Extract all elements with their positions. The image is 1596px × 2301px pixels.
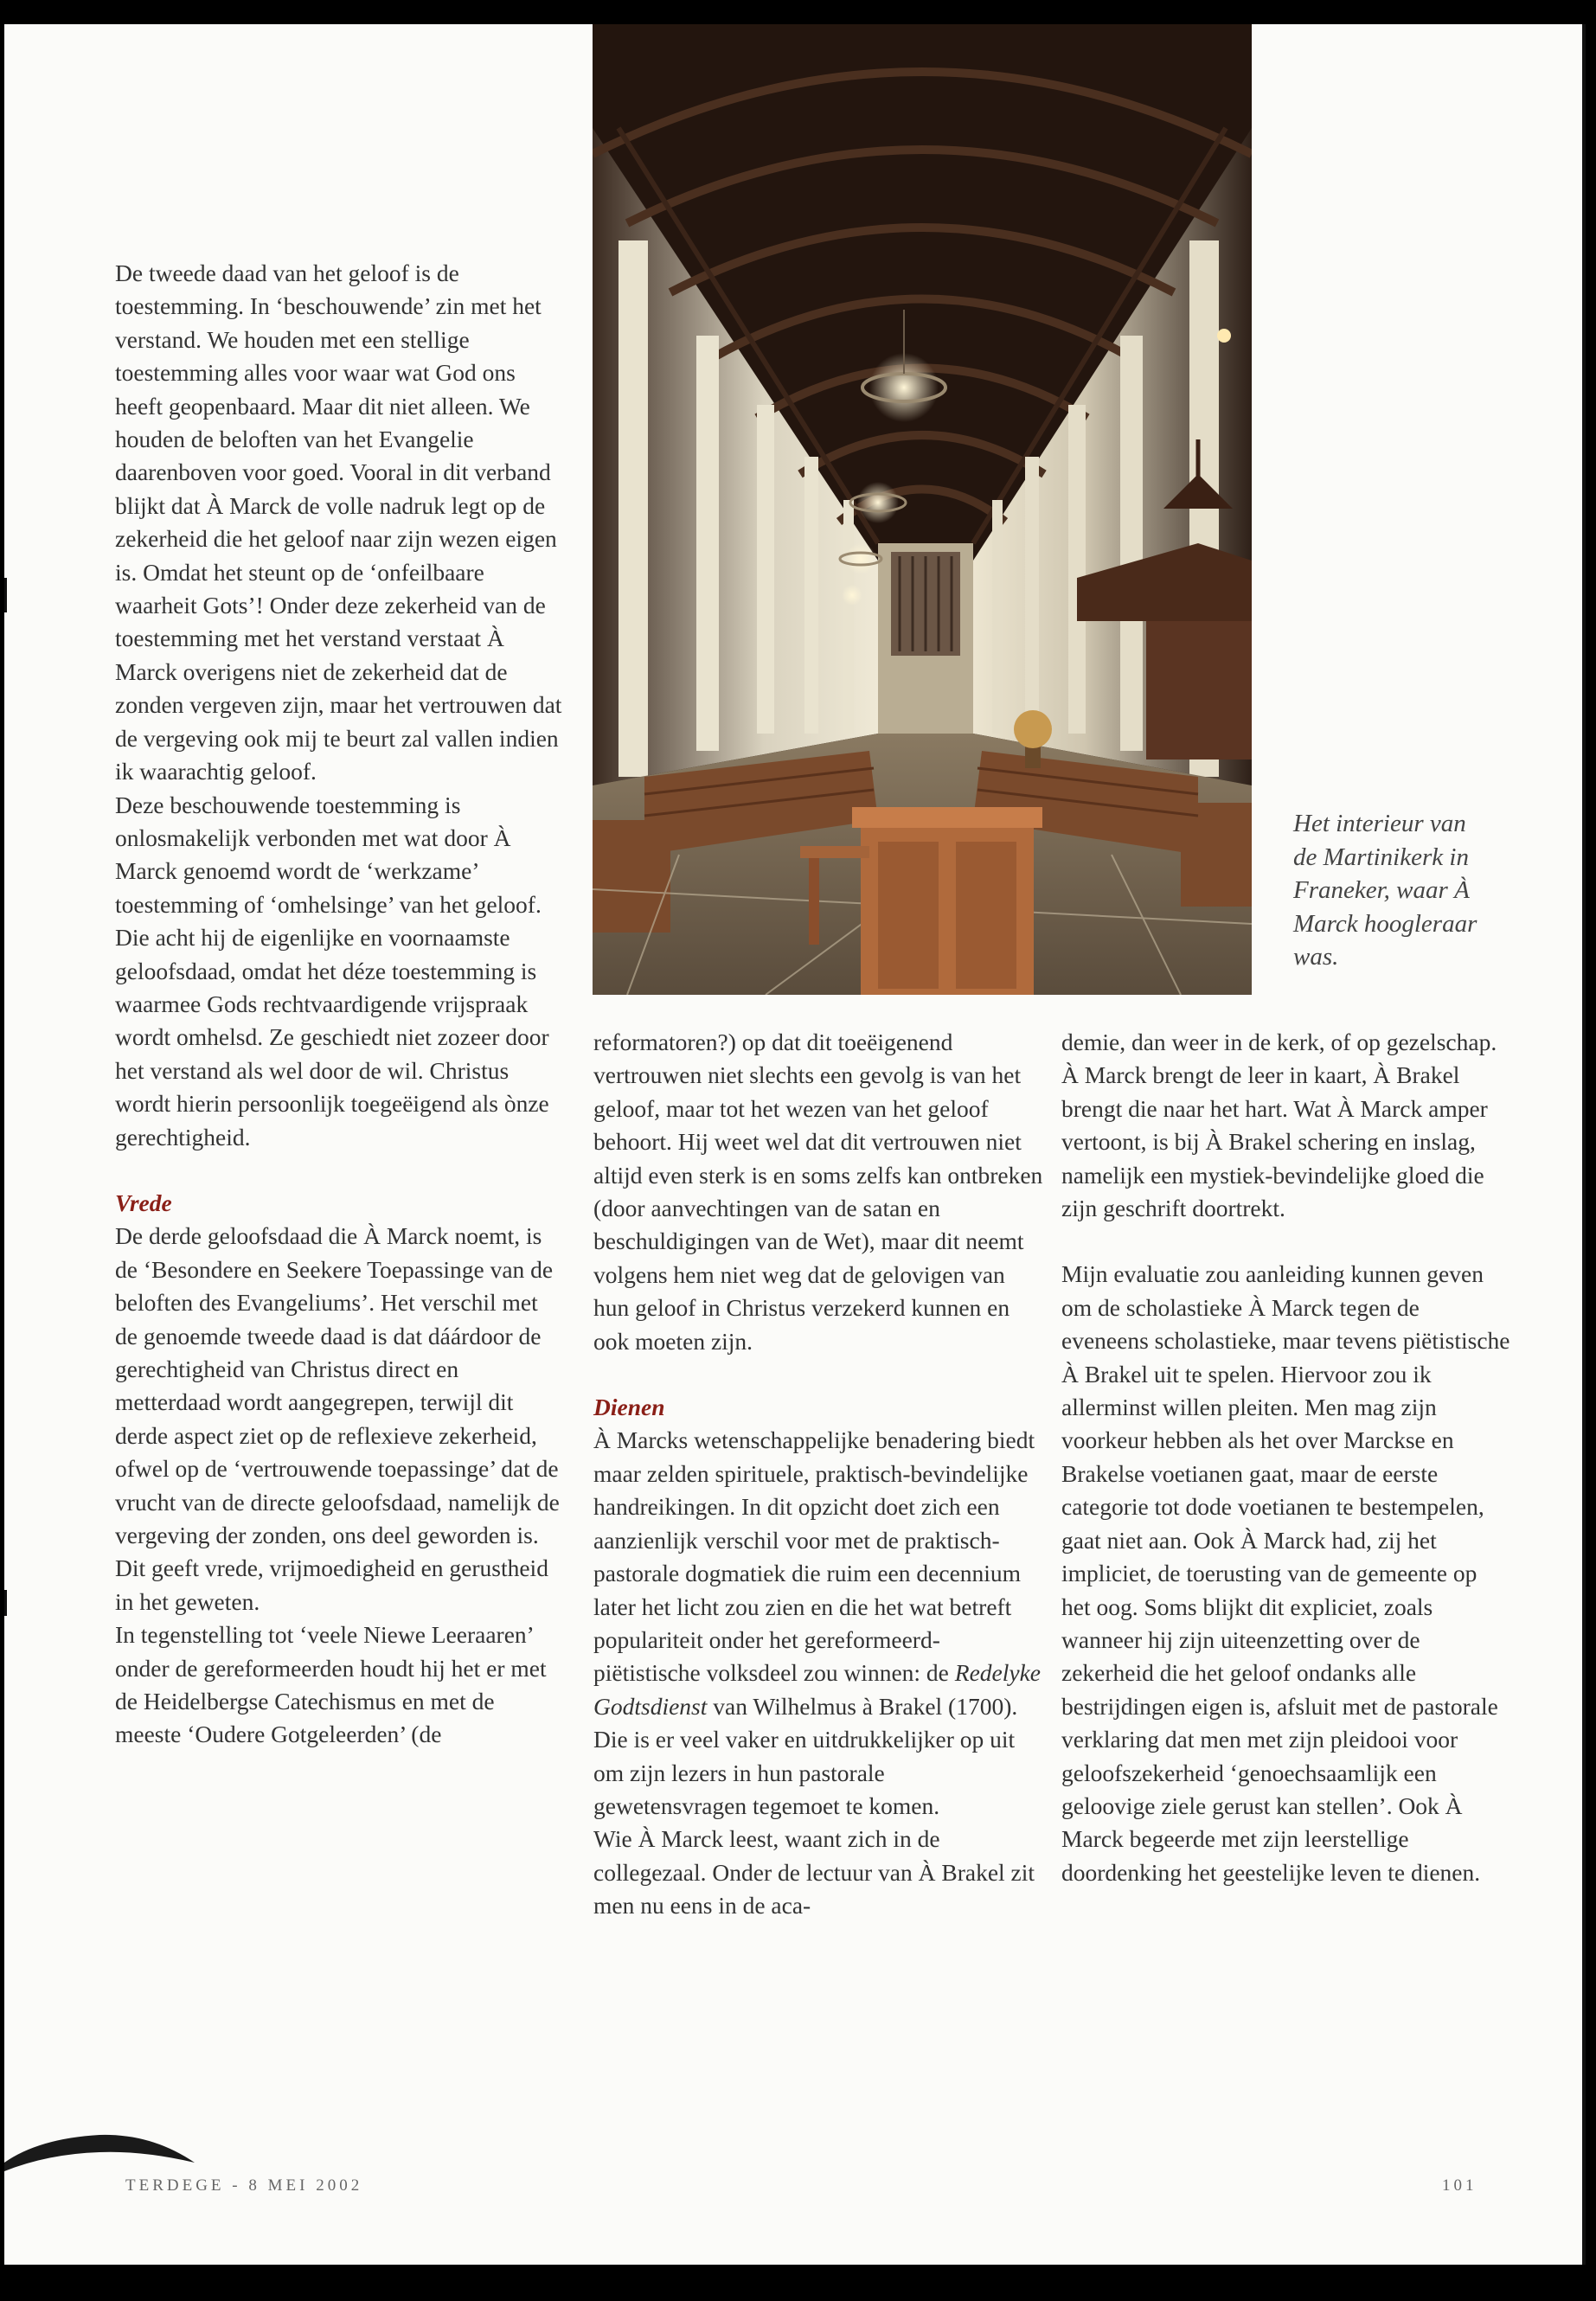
paragraph-derde-geloofsdaad: De derde geloofsdaad die À Marck noemt, is de ‘Besondere en Seekere Toepassinge van de beloften des Evangeliums’. Het verschil met de genoemde tweede daad is dat dáárdoor de gerechtigheid van Christus direct en metterdaad wordt aangegrepen, terwijl dit derde aspect ziet op de reflexieve zekerheid, ofwel op de ‘vertrouwende toepassinge’ dat de vrucht van de directe geloofsdaad, namelijk de vergeving der zonden, ons deel geworden is. Dit geeft vrede, vrijmoedigheid en gerustheid in het geweten. [115, 1222, 560, 1615]
heading-vrede: Vrede [115, 1189, 172, 1216]
paragraph-niewe-leeraaren: In tegenstelling tot ‘veele Niewe Leeraaren’ onder de gereformeerden houdt hij het er met de Heidelbergse Catechismus en met de meeste ‘Oudere Gotgeleerden’ (de [115, 1621, 547, 1748]
paragraph-toeeigenend-vertrouwen: reformatoren?) op dat dit toeëigenend vertrouwen niet slechts een gevolg is van het geloof, maar tot het wezen van het geloof behoort. Hij weet wel dat dit vertrouwen niet altijd even sterk is en soms zelfs kan ontbreken (door aanvechtingen van de satan en beschuldigingen van de Wet), maar dit neemt volgens hem niet weg dat de gelovigen van hun geloof in Christus verzekerd kunnen en ook moeten zijn. [593, 1029, 1043, 1355]
church-interior-photo [593, 24, 1252, 995]
church-interior-illustration [593, 24, 1252, 995]
footer-magazine-date [125, 2176, 362, 2195]
paragraph-toestemming: De tweede daad van het geloof is de toestemming. In ‘beschouwende’ zin met het verstand. We houden met een stellige toestemming alles voor waar wat God ons heeft geopenbaard. Maar dit niet alleen. We houden de beloften van het Evangelie daarenboven voor goed. Vooral in dit verband blijkt dat À Marck de volle nadruk legt op de zekerheid die het geloof naar zijn wezen eigen is. Omdat het steunt op de ‘onfeilbaare waarheit Gots’! Onder deze zekerheid van de toestemming met het verstand verstaat À Marck overigens niet de zekerheid dat de zonden vergeven zijn, maar het vertrouwen dat de vergeving ook mij te beurt zal vallen indien ik waarachtig geloof. [115, 260, 562, 785]
margin-mark [4, 578, 7, 612]
heading-dienen: Dienen [593, 1394, 665, 1421]
magazine-name: TERDEGE [125, 2176, 225, 2195]
margin-mark [1582, 24, 1586, 2265]
issue-date: 8 MEI 2002 [248, 2176, 363, 2195]
photo-caption: Het interieur van de Martinikerk in Franeker, waar À Marck hoogleraar was. [1293, 810, 1477, 971]
article-column-2 [593, 1026, 1043, 1923]
paragraph-academie: demie, dan weer in de kerk, of op gezelschap. À Marck brengt de leer in kaart, À Brakel brengt die naar het hart. Wat À Marck amper vertoont, is bij À Brakel schering en inslag, namelijk een mystiek-bevindelijke gloed die zijn geschrift doortrekt. [1061, 1029, 1497, 1222]
text-segment: van Wilhelmus à Brakel (1700). Die is er veel vaker en uitdrukkelijker op uit om zijn lezers in hun pastorale gewetensvragen tegemoet te komen. [593, 1692, 1018, 1819]
magazine-page [4, 24, 1586, 2265]
footer-separator: - [232, 2176, 241, 2195]
margin-mark [4, 1590, 7, 1616]
article-column-1 [115, 257, 565, 1752]
paragraph-omhelsinge: Deze beschouwende toestemming is onlosmakelijk verbonden met wat door À Marck genoemd wordt de ‘werkzame’ toestemming of ‘omhelsinge’ van het geloof. Die acht hij de eigenlijke en voornaamste geloofsdaad, omdat het déze toestemming is waarmee Gods rechtvaardigende vrijspraak wordt omhelsd. Ze geschiedt niet zozeer door het verstand als wel door de wil. Christus wordt hierin persoonlijk toegeëigend als ònze gerechtigheid. [115, 791, 549, 1150]
decorative-swoosh [4, 2118, 203, 2178]
text-segment: À Marcks wetenschappelijke benadering biedt maar zelden spirituele, praktisch-bevindelijke handreikingen. In dit opzicht doet zich een aanzienlijk verschil voor met de praktisch-pastorale dogmatiek die ruim een decennium later het licht zou zien en die het wat betreft populariteit onder het gereformeerd-piëtistische volksdeel zou winnen: de [593, 1426, 1035, 1687]
article-column-3 [1061, 1026, 1511, 1889]
paragraph-wetenschappelijke-benadering [593, 1424, 1043, 1823]
paragraph-evaluatie: Mijn evaluatie zou aanleiding kunnen geven om de scholastieke À Marck tegen de eveneens scholastieke, maar tevens piëtistische À Brakel uit te spelen. Hiervoor zou ik allerminst willen pleiten. Men mag zijn voorkeur hebben als het over Marckse en Brakelse voetianen gaat, maar de eerste categorie tot dode voetianen te bestempelen, gaat niet aan. Ook À Marck had, zij het impliciet, de toerusting van de gemeente op het oog. Soms blijkt dit expliciet, zoals wanneer hij zijn uiteenzetting over de zekerheid die het geloof ondanks alle bestrijdingen eigen is, afsluit met de pastorale verklaring dat men met zijn pleidooi voor geloofszekerheid ‘genoechsaamlijk een geloovige ziele gerust kan stellen’. Ook À Marck begeerde met zijn leerstellige doordenking het geestelijke leven te dienen. [1061, 1260, 1510, 1886]
paragraph-collegezaal: Wie À Marck leest, waant zich in de collegezaal. Onder de lectuur van À Brakel zit men nu eens in de aca- [593, 1825, 1035, 1920]
book-title-redelyke-godtsdienst: Redelyke Godtsdienst [593, 1659, 1041, 1720]
page-number: 101 [1442, 2176, 1477, 2195]
